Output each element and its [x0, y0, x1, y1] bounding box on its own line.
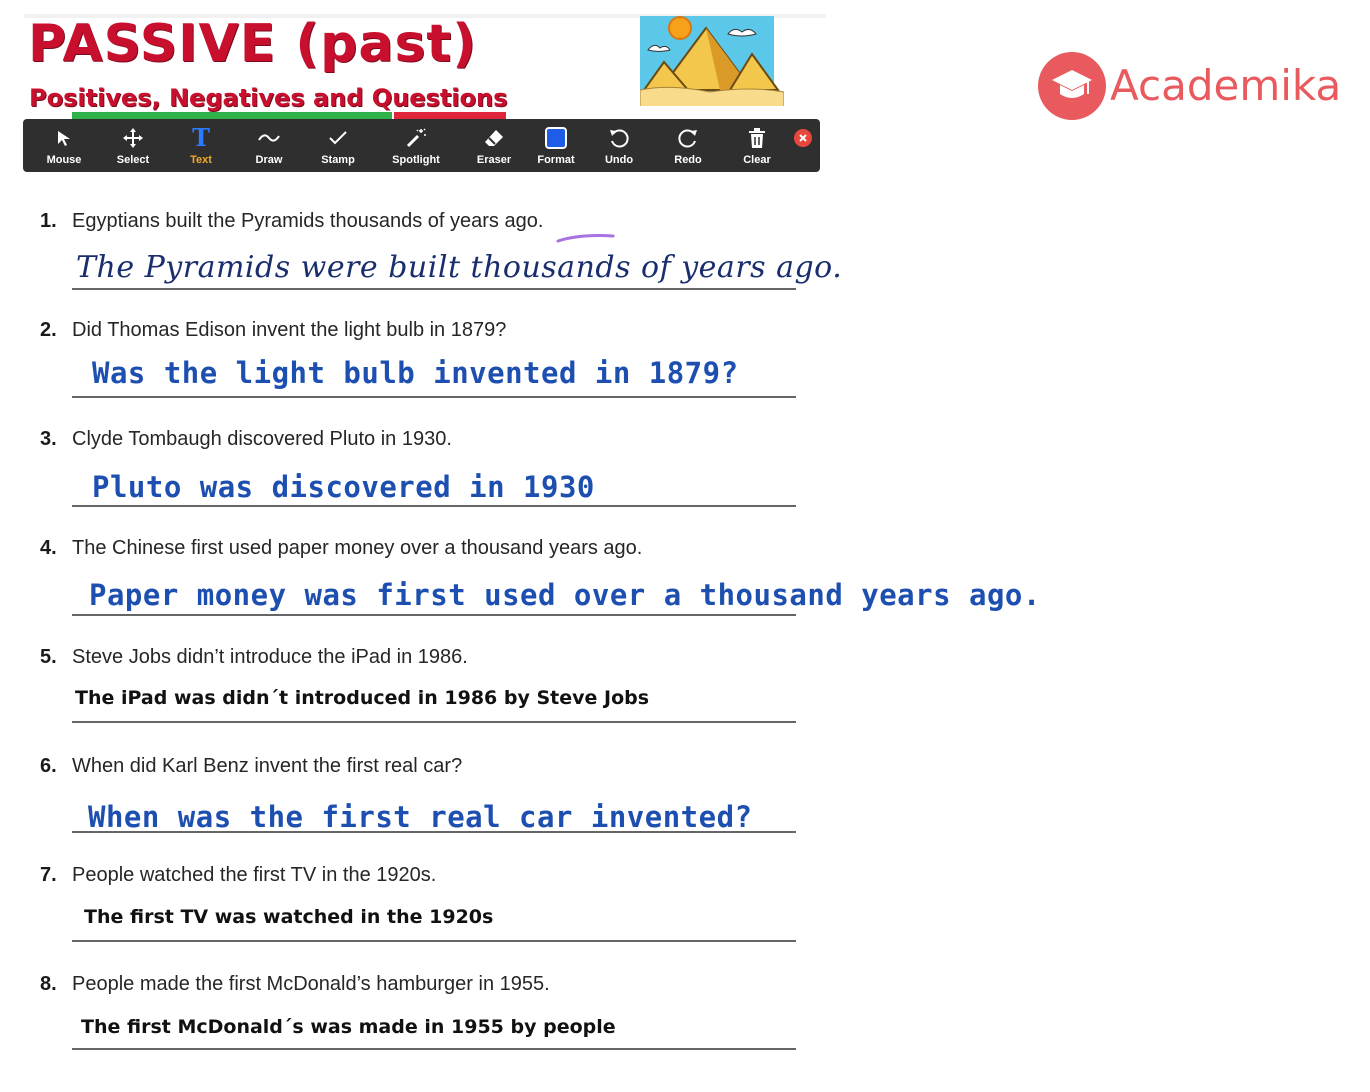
tool-label: Eraser	[476, 154, 512, 166]
worksheet-title: PASSIVE (past)	[28, 14, 478, 74]
question-5: 5. Steve Jobs didn’t introduce the iPad in 1986.	[40, 646, 468, 668]
tool-redo[interactable]	[653, 119, 723, 172]
answer-4: Paper money was first used over a thousand years ago.	[89, 578, 1041, 612]
redo-icon	[677, 127, 699, 149]
pyramids-illustration	[640, 16, 784, 106]
tool-label: Text	[190, 154, 212, 166]
answer-7: The first TV was watched in the 1920s	[84, 906, 494, 928]
academika-logo	[1038, 52, 1348, 122]
answer-6: When was the first real car invented?	[88, 800, 753, 834]
tool-text[interactable]	[166, 119, 236, 172]
tool-eraser[interactable]	[459, 119, 529, 172]
graduation-cap-icon	[1038, 52, 1106, 120]
tool-draw[interactable]	[234, 119, 304, 172]
tool-label: Mouse	[46, 154, 82, 166]
question-3: 3. Clyde Tombaugh discovered Pluto in 1930.	[40, 428, 452, 450]
answer-line-4	[72, 614, 796, 616]
tool-label: Draw	[255, 154, 283, 166]
question-1: 1. Egyptians built the Pyramids thousands of years ago.	[40, 210, 544, 232]
answer-line-6	[72, 831, 796, 833]
eraser-icon	[483, 128, 505, 148]
tool-label: Select	[116, 154, 150, 166]
answer-line-1	[72, 288, 796, 290]
text-icon: T	[192, 123, 210, 152]
tool-label: Undo	[604, 154, 634, 166]
answer-line-8	[72, 1048, 796, 1050]
tool-format[interactable]	[521, 119, 591, 172]
question-8: 8. People made the first McDonald’s hamburger in 1955.	[40, 973, 550, 995]
checkmark-icon	[328, 130, 348, 146]
close-toolbar-button[interactable]	[794, 129, 812, 147]
cursor-icon	[55, 129, 73, 147]
answer-3: Pluto was discovered in 1930	[92, 470, 595, 504]
close-icon	[798, 133, 808, 143]
magic-wand-icon	[405, 127, 427, 149]
trash-icon	[747, 127, 767, 149]
tool-select[interactable]	[98, 119, 168, 172]
logo-wordmark: Academika	[1110, 61, 1342, 110]
question-7: 7. People watched the first TV in the 1920s.	[40, 864, 437, 886]
question-4: 4. The Chinese first used paper money over a thousand years ago.	[40, 537, 643, 559]
move-icon	[122, 127, 144, 149]
tool-label: Clear	[743, 154, 771, 166]
tool-undo[interactable]	[584, 119, 654, 172]
question-6: 6. When did Karl Benz invent the first real car?	[40, 755, 463, 777]
question-2: 2. Did Thomas Edison invent the light bulb in 1879?	[40, 319, 507, 341]
answer-line-5	[72, 721, 796, 723]
tool-mouse[interactable]	[29, 119, 99, 172]
answer-5: The iPad was didn´t introduced in 1986 by Steve Jobs	[75, 687, 650, 709]
tool-label: Redo	[674, 154, 702, 166]
worksheet-subtitle: Positives, Negatives and Questions	[29, 84, 508, 112]
pen-underline-mark	[555, 232, 617, 246]
answer-line-7	[72, 940, 796, 942]
draw-icon	[257, 132, 281, 144]
tool-spotlight[interactable]	[381, 119, 451, 172]
format-icon	[545, 127, 567, 149]
tool-label: Spotlight	[392, 154, 440, 166]
tool-clear[interactable]	[722, 119, 792, 172]
tool-stamp[interactable]	[303, 119, 373, 172]
annotation-toolbar	[23, 119, 820, 172]
tool-label: Stamp	[321, 154, 355, 166]
answer-line-2	[72, 396, 796, 398]
tool-label: Format	[537, 154, 575, 166]
answer-1: The Pyramids were built thousands of years ago.	[76, 250, 843, 285]
undo-icon	[608, 127, 630, 149]
answer-line-3	[72, 505, 796, 507]
answer-2: Was the light bulb invented in 1879?	[92, 356, 739, 390]
answer-8: The first McDonald´s was made in 1955 by people	[81, 1016, 616, 1038]
